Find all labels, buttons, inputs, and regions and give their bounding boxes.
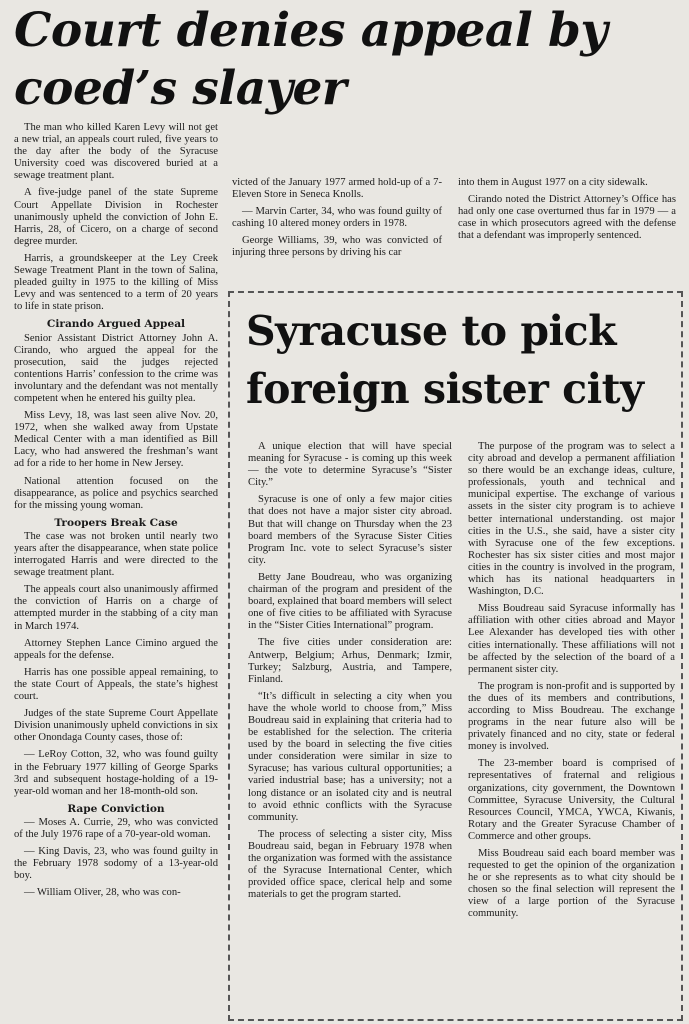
- paragraph: The process of selecting a sister city, Miss Boudreau said, began in February 1978 when the organization was formed with the assistance of the Syracuse International Center, which provided office space, clerical help and some materials to get the program started.: [248, 828, 452, 901]
- paragraph: The 23-member board is comprised of representatives of fraternal and religious organizations, city government, the Downtown Committee, Syracuse University, the Cultural Resources Council, YMCA, YWCA, Kiwanis, Rotary and the Greater Syracuse Chamber of Commerce and other groups.: [468, 758, 675, 842]
- paragraph: Syracuse is one of only a few major cities that does not have a major sister city abroad. But that will change on Thursday when the 23 board members of the Syracuse Sister Cities Program Inc. vote to select Syracuse’s sister city.: [248, 494, 452, 566]
- paragraph: — William Oliver, 28, who was con-: [24, 887, 181, 899]
- subhead: Rape Conviction: [67, 802, 165, 815]
- paragraph: “It’s difficult in selecting a city when you have the whole world to choose from,” Miss Boudreau said in explaining that criteria had to be established for the selection. The criteria used by the board in selecting the five cities under consideration were similar in size to Syracuse; has various cultural opportunities; a varied industrial base; has a university; not a long distance or an isolated city and is neutral to avoid ethnic conflicts with the Syracuse community.: [248, 690, 452, 823]
- paragraph: National attention focused on the disappearance, as police and psychics searched for the missing young woman.: [14, 475, 218, 511]
- paragraph: victed of the January 1977 armed hold-up of a 7-Eleven Store in Seneca Knolls.: [232, 177, 442, 201]
- paragraph: The man who killed Karen Levy will not get a new trial, an appeals court ruled, five years to the day after the body of the Syracuse University coed was discovered buried at a sewage treatment plant.: [14, 122, 218, 182]
- paragraph: Cirando noted the District Attorney’s Office has had only one case overturned thus far in 1979 — a case in which prosecutors agreed with the defense that a defendant was improperly sentenced.: [458, 194, 676, 242]
- court-article-column-2: [232, 177, 442, 265]
- subhead: Cirando Argued Appeal: [46, 318, 186, 331]
- paragraph: Miss Boudreau said each board member was requested to get the opinion of the organization he or she represents as to what city should be chosen so the final selection will represent the view of a large portion of the Syracuse community.: [468, 848, 675, 920]
- paragraph: Miss Boudreau said Syracuse informally has affiliation with other cities abroad and Mayor Lee Alexander has developed ties with other cities internationally. These affiliations will not be affected by the selection of the board of a permanent sister city.: [468, 603, 675, 675]
- court-appeal-headline: Court denies appeal by coed’s slayer: [14, 3, 608, 116]
- sister-city-headline: Syracuse to pick foreign sister city: [246, 307, 644, 413]
- paragraph: — King Davis, 23, who was found guilty in the February 1978 sodomy of a 13-year-old boy.: [14, 846, 218, 882]
- subhead: Troopers Break Case: [54, 516, 178, 529]
- paragraph: The five cities under consideration are: Antwerp, Belgium; Arhus, Denmark; Izmir, Turkey; Salzburg, Austria, and Tampere, Finland.: [248, 637, 452, 685]
- paragraph: — Moses A. Currie, 29, who was convicted of the July 1976 rape of a 70-year-old woman.: [14, 816, 218, 840]
- paragraph: Attorney Stephen Lance Cimino argued the appeals for the defense.: [14, 637, 218, 661]
- paragraph: The case was not broken until nearly two years after the disappearance, when state police interrogated Harris and were directed to the sewage treatment plant.: [14, 530, 218, 579]
- paragraph: into them in August 1977 on a city sidewalk.: [458, 177, 648, 188]
- court-article-column-3: [458, 177, 676, 247]
- sister-city-column-2: [468, 441, 675, 926]
- paragraph: — Marvin Carter, 34, who was found guilty of cashing 10 altered money orders in 1978.: [232, 206, 442, 230]
- sister-city-column-1: [248, 441, 452, 906]
- paragraph: Betty Jane Boudreau, who was organizing chairman of the program and president of the board, explained that board members will select one of five cities to be affiliated with Syracuse in the “Sister Cities International” program.: [248, 571, 452, 632]
- paragraph: Judges of the state Supreme Court Appellate Division unanimously upheld convictions in six other Onondaga County cases, those of:: [14, 708, 218, 744]
- paragraph: The program is non-profit and is supported by the dues of its members and contributions, according to Miss Boudreau. The exchange programs in the near future also will be privately financed and no city, state or federal money is involved.: [468, 680, 675, 753]
- paragraph: Harris has one possible appeal remaining, to the state Court of Appeals, the state’s highest court.: [14, 666, 218, 703]
- paragraph: Senior Assistant District Attorney John A. Cirando, who argued the appeal for the prosecution, said the judges rejected contentions Harris’ confession to the crime was involuntary and the defendant was not mentally competent when he entered his guilty plea.: [14, 332, 218, 404]
- paragraph: — LeRoy Cotton, 32, who was found guilty in the February 1977 killing of George Sparks 3rd and subsequent hostage-holding of a 19-year-old woman and her 18-month-old son.: [14, 749, 218, 797]
- paragraph: A five-judge panel of the state Supreme Court Appellate Division in Rochester unanimously upheld the conviction of John E. Harris, 28, of Cicero, on a charge of second degree murder.: [14, 187, 218, 247]
- paragraph: A unique election that will have special meaning for Syracuse - is coming up this week — the vote to determine Syracuse’s “Sister City.”: [248, 441, 452, 489]
- paragraph: The appeals court also unanimously affirmed the conviction of Harris on a charge of attempted murder in the stabbing of a city man in March 1974.: [14, 584, 218, 632]
- paragraph: Miss Levy, 18, was last seen alive Nov. 20, 1972, when she walked away from Upstate Medical Center with a man identified as Bill Lacy, who had answered the freshman’s want ad for a ride to her home in New Jersey.: [14, 410, 218, 470]
- paragraph: The purpose of the program was to select a city abroad and develop a permanent affiliation so there would be an exchange ideas, culture, professionals, youth and technical and municipal expertise. The exchange of various assets in the sister city program is to achieve better international understanding. ost major cities in the U.S., she said, have a sister city with Syracuse one of the few exceptions. Rochester has six sister cities and most major cities in the country is involved in the program, which has its national headquarters in Washington, D.C.: [468, 441, 675, 598]
- court-article-column-1: [14, 122, 218, 904]
- paragraph: George Williams, 39, who was convicted of injuring three persons by driving his car: [232, 235, 442, 259]
- paragraph: Harris, a groundskeeper at the Ley Creek Sewage Treatment Plant in the town of Salina, pleaded guilty in 1975 to the killing of Miss Levy and was sentenced to a term of 20 years to life in state prison.: [14, 252, 218, 313]
